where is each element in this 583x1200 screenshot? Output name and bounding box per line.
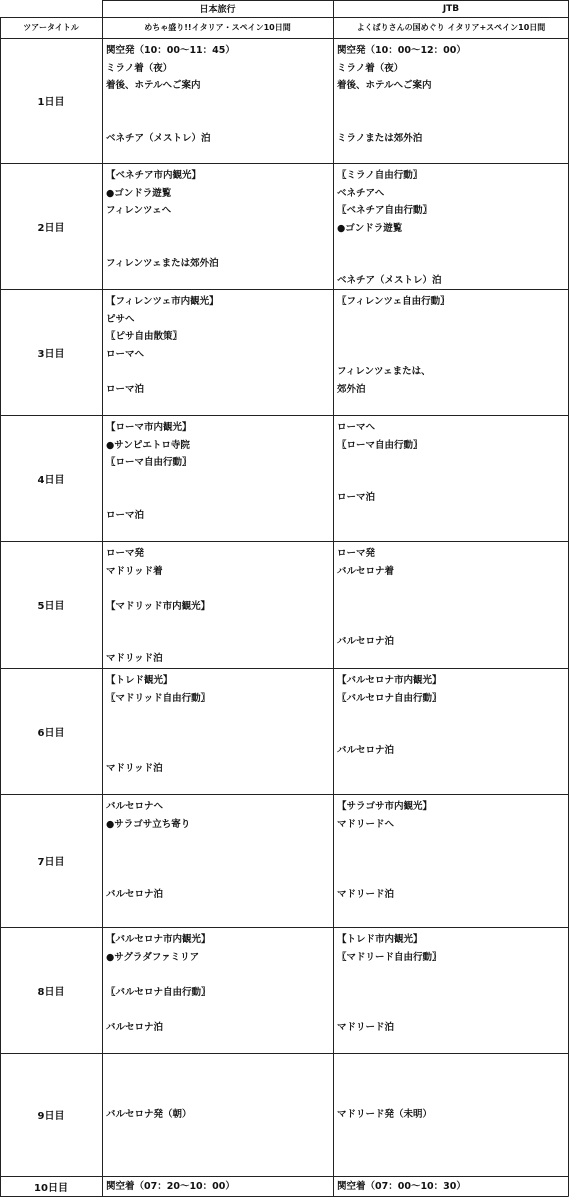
itinerary-line: フィレンツェへ <box>106 205 172 216</box>
itinerary-cell-col1 <box>103 541 332 668</box>
itinerary-line: バルセロナ泊 <box>106 888 164 900</box>
itinerary-cell-col1 <box>103 1053 332 1176</box>
itinerary-line: ベネチア（メストレ）泊 <box>337 275 442 286</box>
itinerary-line: ピサへ <box>106 313 135 325</box>
day-label: 5日目 <box>37 601 65 612</box>
itinerary-line: ローマへ <box>337 422 376 433</box>
itinerary-line: マドリード発（未明） <box>337 1109 433 1120</box>
itinerary-line: ローマ発 <box>337 548 376 559</box>
itinerary-line: 関空発（10：00〜11：45） <box>106 45 235 56</box>
itinerary-line: マドリード泊 <box>337 888 395 900</box>
itinerary-line: ローマ泊 <box>106 509 145 521</box>
itinerary-line: 【ベネチア市内観光】 <box>106 170 202 181</box>
itinerary-cell-col1 <box>103 163 332 289</box>
itinerary-line: ローマへ <box>106 348 145 360</box>
itinerary-cell-col2 <box>334 1053 568 1176</box>
itinerary-line: 着後、ホテルへご案内 <box>337 80 432 91</box>
day-label: 3日目 <box>37 348 65 360</box>
header-company-col2: JTB <box>442 3 460 14</box>
itinerary-cell-col2 <box>334 794 568 927</box>
itinerary-line: 着後、ホテルへご案内 <box>106 80 201 91</box>
itinerary-line: 【サラゴサ市内観光】 <box>337 801 433 812</box>
day-label: 7日目 <box>37 857 65 868</box>
header-tour-col1: めちゃ盛り!!イタリア・スペイン10日間 <box>144 23 291 32</box>
header-tour-title-label: ツアータイトル <box>23 23 79 32</box>
itinerary-line: 関空発（10：00〜12：00） <box>337 45 466 56</box>
itinerary-line: マドリッド泊 <box>106 762 163 774</box>
day-label: 1日目 <box>37 97 65 108</box>
header-company-col1: 日本旅行 <box>199 5 236 15</box>
itinerary-line: バルセロナ泊 <box>337 635 395 647</box>
itinerary-cell-col2 <box>334 38 568 163</box>
itinerary-line: ミラノ着（夜） <box>106 62 173 74</box>
itinerary-cell-col2 <box>334 163 568 289</box>
itinerary-line: 〖ベネチア自由行動〗 <box>337 205 433 216</box>
itinerary-line: マドリッド泊 <box>106 653 163 664</box>
day-label: 4日目 <box>37 474 65 486</box>
itinerary-cell-col1 <box>103 415 332 541</box>
itinerary-line: 関空着（07：00〜10：30） <box>337 1181 466 1192</box>
day-label: 6日目 <box>37 727 65 739</box>
day-label: 10日目 <box>34 1183 68 1194</box>
header-tour-col2: よくばりさんの国めぐり イタリア+スペイン10日間 <box>356 23 546 32</box>
itinerary-line: バルセロナ泊 <box>337 745 395 756</box>
itinerary-line: 【フィレンツェ市内観光】 <box>106 296 219 307</box>
itinerary-line: 【ローマ市内観光】 <box>106 422 192 433</box>
itinerary-line: 〖フィレンツェ自由行動〗 <box>337 296 450 307</box>
itinerary-cell-col1 <box>103 1176 332 1197</box>
itinerary-line: マドリードへ <box>337 818 395 830</box>
itinerary-line: 〖ローマ自由行動〗 <box>337 439 423 451</box>
itinerary-line: ベネチア（メストレ）泊 <box>106 132 211 144</box>
day-label: 8日目 <box>37 986 65 998</box>
itinerary-cell-col1 <box>103 289 332 415</box>
itinerary-cell-col1 <box>103 38 332 163</box>
itinerary-line: 〖バルセロナ自由行動〗 <box>106 986 211 998</box>
itinerary-line: 〖ローマ自由行動〗 <box>106 457 192 468</box>
day-label: 9日目 <box>37 1111 65 1122</box>
itinerary-cell-col1 <box>103 668 332 794</box>
itinerary-line: 〖マドリード自由行動〗 <box>337 951 442 963</box>
itinerary-cell-col2 <box>334 1176 568 1197</box>
itinerary-line: 【バルセロナ市内観光】 <box>337 675 442 686</box>
itinerary-line: バルセロナへ <box>106 801 164 812</box>
itinerary-cell-col2 <box>334 541 568 668</box>
itinerary-cell-col1 <box>103 927 332 1053</box>
itinerary-line: ローマ発 <box>106 548 145 559</box>
itinerary-cell-col2 <box>334 415 568 541</box>
itinerary-line: ●サグラダファミリア <box>106 951 200 963</box>
day-label: 2日目 <box>37 222 65 234</box>
itinerary-cell-col1 <box>103 794 332 927</box>
itinerary-line: 【トレド観光】 <box>106 675 173 686</box>
itinerary-line: マドリッド着 <box>106 565 163 577</box>
itinerary-line: 〖ピサ自由散策〗 <box>106 331 183 342</box>
itinerary-line: 〖ミラノ自由行動〗 <box>337 170 423 181</box>
itinerary-line: ●ゴンドラ遊覧 <box>106 187 172 199</box>
itinerary-line: 【バルセロナ市内観光】 <box>106 934 211 945</box>
itinerary-line: バルセロナ着 <box>337 565 395 577</box>
itinerary-line: 郊外泊 <box>337 383 366 395</box>
itinerary-line: ローマ泊 <box>106 383 145 395</box>
itinerary-line: ●サラゴサ立ち寄り <box>106 818 191 830</box>
itinerary-line: ●サンピエトロ寺院 <box>106 439 190 451</box>
itinerary-line: マドリード泊 <box>337 1021 395 1033</box>
itinerary-line: ミラノまたは郊外泊 <box>337 132 423 144</box>
itinerary-line: 〖マドリッド自由行動〗 <box>106 692 211 704</box>
itinerary-line: フィレンツェまたは郊外泊 <box>106 257 219 269</box>
itinerary-line: 【トレド市内観光】 <box>337 934 423 945</box>
itinerary-cell-col2 <box>334 289 568 415</box>
itinerary-cell-col2 <box>334 927 568 1053</box>
itinerary-line: 関空着（07：20〜10：00） <box>106 1181 235 1192</box>
itinerary-cell-col2 <box>334 668 568 794</box>
itinerary-line: ●ゴンドラ遊覧 <box>337 222 403 234</box>
itinerary-line: バルセロナ発（朝） <box>106 1109 192 1120</box>
itinerary-line: バルセロナ泊 <box>106 1021 164 1033</box>
itinerary-line: 〖バルセロナ自由行動〗 <box>337 692 442 704</box>
itinerary-line: ミラノ着（夜） <box>337 62 404 74</box>
itinerary-line: 【マドリッド市内観光】 <box>106 600 211 612</box>
itinerary-line: ベネチアへ <box>337 187 385 199</box>
itinerary-line: ローマ泊 <box>337 492 376 503</box>
itinerary-line: フィレンツェまたは、 <box>337 366 431 377</box>
